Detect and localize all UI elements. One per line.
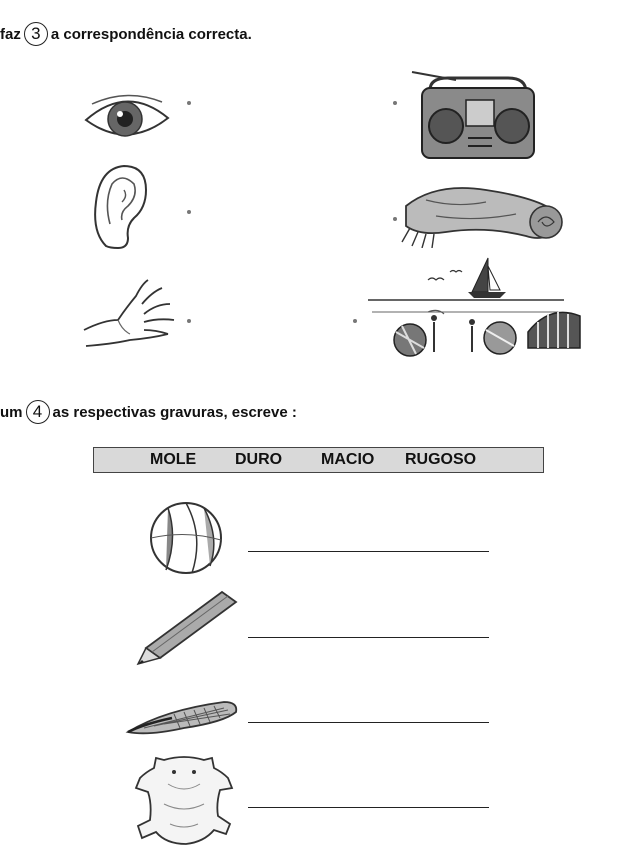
ear-dot[interactable]: [187, 210, 191, 214]
word-duro: DURO: [235, 451, 283, 468]
beach-dot[interactable]: [353, 319, 357, 323]
blanket-icon: [396, 176, 568, 248]
radio-icon: [408, 68, 538, 163]
answer-line-pencil[interactable]: [248, 637, 489, 638]
exercise-4-text: as respectivas gravuras, escreve :: [52, 403, 297, 421]
eye-dot[interactable]: [187, 101, 191, 105]
answer-line-fur-rug[interactable]: [248, 807, 489, 808]
word-macio: MACIO: [321, 451, 375, 468]
exercise-3-lead: faz: [0, 25, 21, 43]
ear-icon: [88, 162, 150, 250]
exercise-3-text: a correspondência correcta.: [50, 25, 252, 43]
word-bank: [93, 447, 544, 473]
exercise-4-lead: um: [0, 403, 23, 421]
pencil-icon: [134, 588, 240, 668]
word-mole: MOLE: [150, 451, 197, 468]
nail-file-icon: [124, 696, 240, 742]
fur-rug-icon: [134, 754, 234, 848]
word-rugoso: RUGOSO: [405, 451, 477, 468]
answer-line-nail-file[interactable]: [248, 722, 489, 723]
exercise-3-instruction: [0, 22, 252, 46]
answer-line-ball[interactable]: [248, 551, 489, 552]
radio-dot[interactable]: [393, 101, 397, 105]
hand-dot[interactable]: [187, 319, 191, 323]
ball-icon: [148, 500, 226, 576]
exercise-4-number: 4: [26, 400, 50, 424]
hand-icon: [82, 274, 182, 354]
eye-icon: [82, 88, 172, 148]
beach-icon: [368, 252, 590, 372]
exercise-3-number: 3: [24, 22, 48, 46]
exercise-4-instruction: [0, 400, 297, 424]
